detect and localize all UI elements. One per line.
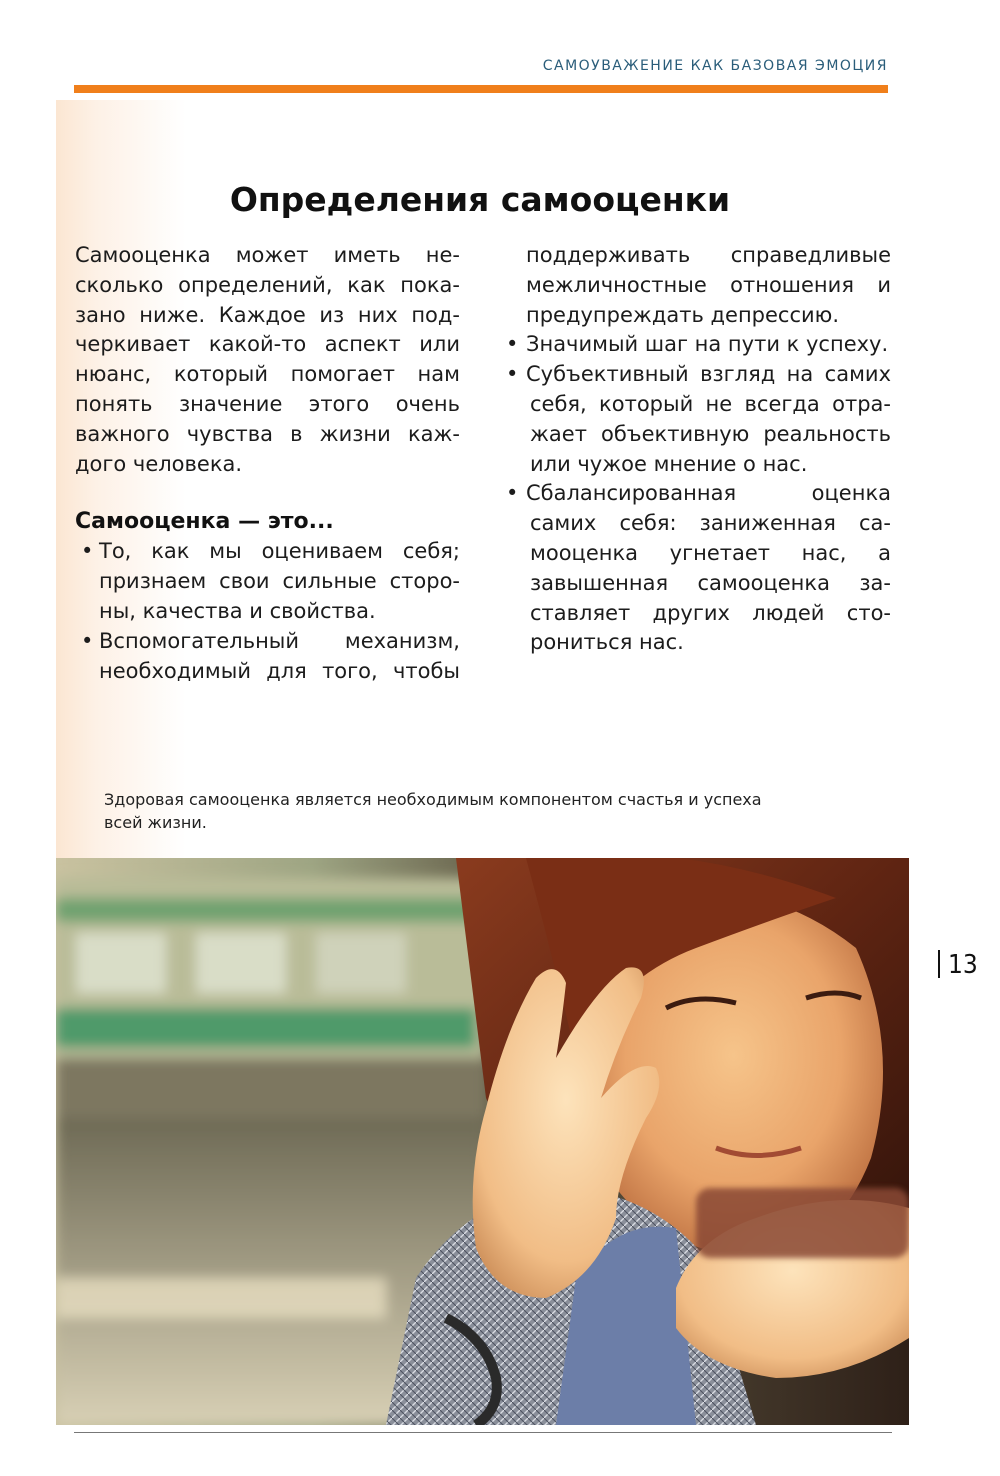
page-number bbox=[938, 950, 978, 980]
list-item bbox=[75, 537, 460, 626]
list-item-text: Субъективный взгляд на самих себя, который не всегда отражает объективную реальность или чужое мнение о нас. bbox=[526, 362, 891, 476]
bullet-icon: • bbox=[506, 362, 519, 387]
list-item bbox=[75, 627, 460, 687]
bullet-icon: • bbox=[506, 481, 519, 506]
left-column bbox=[75, 241, 460, 686]
list-item-text: поддерживать справедливые межличностные отношения и предупреждать депрессию. bbox=[526, 243, 891, 327]
running-head: САМОУВАЖЕНИЕ КАК БАЗОВАЯ ЭМОЦИЯ bbox=[542, 58, 888, 74]
list-item bbox=[506, 360, 891, 479]
header-rule bbox=[74, 85, 888, 93]
page-number-text: 13 bbox=[948, 950, 978, 980]
list-item-text: То, как мы оцениваем себя; признаем свои сильные стороны, качества и свойства. bbox=[99, 539, 460, 623]
bullet-icon: • bbox=[81, 628, 94, 653]
article-title: Определения самооценки bbox=[229, 180, 731, 219]
photo-illustration bbox=[56, 858, 909, 1425]
intro-paragraph: Самооценка может иметь несколько определений, как показано ниже. Каждое из них подчеркивает какой-то аспект или нюанс, который помогает нам понять значение этого очень важного чувства в жизни каждого человека. bbox=[75, 243, 460, 476]
list-item bbox=[506, 479, 891, 658]
page-number-bar bbox=[938, 950, 940, 978]
bullet-list-left bbox=[75, 537, 460, 686]
list-item-text: Вспомогательный механизм, необходимый для того, чтобы bbox=[99, 628, 460, 683]
list-item-continuation bbox=[506, 241, 891, 330]
right-column bbox=[506, 241, 891, 658]
list-item bbox=[506, 330, 891, 360]
footer-rule bbox=[74, 1432, 892, 1433]
bullet-icon: • bbox=[506, 332, 519, 357]
subheading: Самооценка — это... bbox=[75, 509, 334, 535]
photo-caption: Здоровая самооценка является необходимым компонентом счастья и успеха всей жизни. bbox=[104, 790, 762, 832]
photo-woman-on-phone bbox=[56, 858, 909, 1425]
bullet-icon: • bbox=[81, 539, 94, 564]
list-item-text: Сбалансированная оценка самих себя: заниженная самооценка угнетает нас, а завышенная самооценка заставляет других людей сторониться нас. bbox=[526, 481, 891, 655]
list-item-text: Значимый шаг на пути к успеху. bbox=[526, 332, 889, 357]
bullet-list-right bbox=[506, 241, 891, 658]
